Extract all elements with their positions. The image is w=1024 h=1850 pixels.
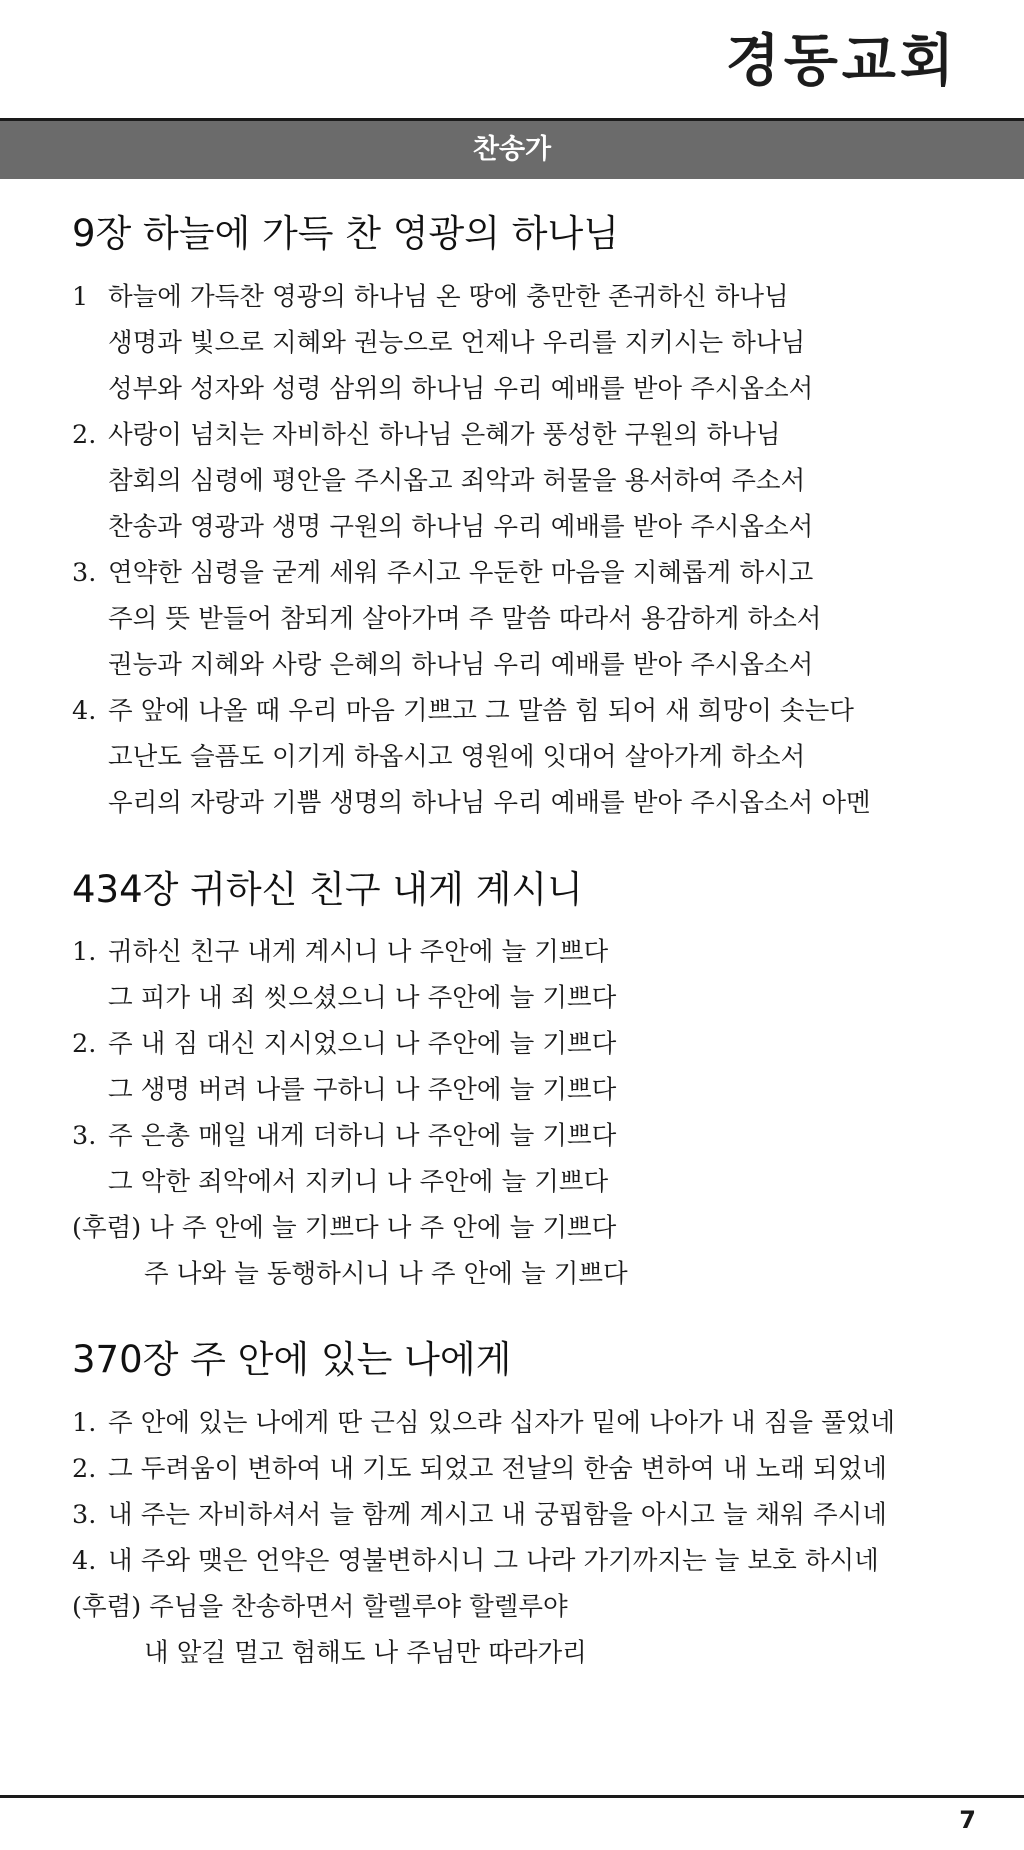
lyric-text: 그 두려움이 변하여 내 기도 되었고 전날의 한숨 변하여 내 노래 되었네 <box>108 1454 887 1484</box>
hymn-370-lyrics <box>72 1400 972 1676</box>
section-title-bar: 찬송가 <box>0 121 1024 179</box>
lyric-text: 그 생명 버려 나를 구하니 나 주안에 늘 기쁘다 <box>108 1075 617 1105</box>
lyric-text: 성부와 성자와 성령 삼위의 하나님 우리 예배를 받아 주시옵소서 <box>108 374 814 404</box>
lyric-line <box>72 929 972 975</box>
refrain-line <box>72 1251 972 1297</box>
verse-number: 4. <box>72 1546 97 1576</box>
lyric-line <box>72 1400 972 1446</box>
lyric-line <box>72 642 972 688</box>
lyric-line <box>72 320 972 366</box>
lyric-text: 참회의 심령에 평안을 주시옵고 죄악과 허물을 용서하여 주소서 <box>108 466 806 496</box>
lyric-text: 내 주는 자비하셔서 늘 함께 계시고 내 궁핍함을 아시고 늘 채워 주시네 <box>108 1500 887 1530</box>
verse-number: 2. <box>72 1029 97 1059</box>
lyric-line <box>72 1538 972 1584</box>
verse-number: 4. <box>72 696 97 726</box>
lyric-text: 주의 뜻 받들어 참되게 살아가며 주 말씀 따라서 용감하게 하소서 <box>108 604 822 634</box>
lyric-line <box>72 1492 972 1538</box>
lyric-text: 생명과 빛으로 지혜와 권능으로 언제나 우리를 지키시는 하나님 <box>108 328 806 358</box>
lyric-text: 주님을 찬송하면서 할렐루야 할렐루야 <box>149 1592 568 1622</box>
hymn-title-9: 9장 하늘에 가득 찬 영광의 하나님 <box>72 212 619 255</box>
lyric-text: 우리의 자랑과 기쁨 생명의 하나님 우리 예배를 받아 주시옵소서 아멘 <box>108 788 871 818</box>
lyric-line <box>72 412 972 458</box>
lyric-line <box>72 1159 972 1205</box>
lyric-line <box>72 596 972 642</box>
lyric-text: 그 피가 내 죄 씻으셨으니 나 주안에 늘 기쁘다 <box>108 983 617 1013</box>
lyric-text: 하늘에 가득찬 영광의 하나님 온 땅에 충만한 존귀하신 하나님 <box>108 282 789 312</box>
refrain-line <box>72 1205 972 1251</box>
hymn-title-434: 434장 귀하신 친구 내게 계시니 <box>72 868 583 911</box>
lyric-text: 고난도 슬픔도 이기게 하옵시고 영원에 잇대어 살아가게 하소서 <box>108 742 806 772</box>
lyric-line <box>72 780 972 826</box>
bottom-divider <box>0 1795 1024 1798</box>
lyric-text: 내 주와 맺은 언약은 영불변하시니 그 나라 가기까지는 늘 보호 하시네 <box>108 1546 879 1576</box>
lyric-line <box>72 1446 972 1492</box>
lyric-line <box>72 734 972 780</box>
verse-number: 3. <box>72 558 97 588</box>
lyric-line <box>72 1067 972 1113</box>
lyric-line <box>72 366 972 412</box>
lyric-text: 귀하신 친구 내게 계시니 나 주안에 늘 기쁘다 <box>108 937 609 967</box>
church-logo: 경동교회 <box>725 29 958 94</box>
lyric-text: 내 앞길 멀고 험해도 나 주님만 따라가리 <box>144 1638 587 1668</box>
lyric-line <box>72 688 972 734</box>
refrain-label: (후렴) <box>72 1592 142 1622</box>
refrain-label: (후렴) <box>72 1213 142 1243</box>
lyric-text: 주 내 짐 대신 지시었으니 나 주안에 늘 기쁘다 <box>108 1029 617 1059</box>
lyric-line <box>72 274 972 320</box>
refrain-line <box>72 1584 972 1630</box>
hymn-title-370: 370장 주 안에 있는 나에게 <box>72 1338 512 1381</box>
lyric-line <box>72 1021 972 1067</box>
hymn-434-lyrics <box>72 929 972 1297</box>
lyric-text: 사랑이 넘치는 자비하신 하나님 은혜가 풍성한 구원의 하나님 <box>108 420 781 450</box>
lyric-line <box>72 458 972 504</box>
verse-number: 1. <box>72 1408 97 1438</box>
lyric-text: 찬송과 영광과 생명 구원의 하나님 우리 예배를 받아 주시옵소서 <box>108 512 814 542</box>
lyric-text: 주 나와 늘 동행하시니 나 주 안에 늘 기쁘다 <box>144 1259 628 1289</box>
hymn-9-lyrics <box>72 274 972 826</box>
lyric-text: 주 앞에 나올 때 우리 마음 기쁘고 그 말씀 힘 되어 새 희망이 솟는다 <box>108 696 854 726</box>
lyric-text: 주 은총 매일 내게 더하니 나 주안에 늘 기쁘다 <box>108 1121 617 1151</box>
verse-number: 2. <box>72 1454 97 1484</box>
page-number: 7 <box>959 1806 976 1834</box>
lyric-text: 그 악한 죄악에서 지키니 나 주안에 늘 기쁘다 <box>108 1167 609 1197</box>
lyric-text: 주 안에 있는 나에게 딴 근심 있으랴 십자가 밑에 나아가 내 짐을 풀었네 <box>108 1408 895 1438</box>
verse-number: 3. <box>72 1121 97 1151</box>
lyric-text: 나 주 안에 늘 기쁘다 나 주 안에 늘 기쁘다 <box>149 1213 617 1243</box>
lyric-line <box>72 975 972 1021</box>
verse-number: 3. <box>72 1500 97 1530</box>
lyric-line <box>72 504 972 550</box>
lyric-text: 연약한 심령을 굳게 세워 주시고 우둔한 마음을 지혜롭게 하시고 <box>108 558 814 588</box>
verse-number: 1. <box>72 937 97 967</box>
verse-number: 1 <box>72 282 89 312</box>
refrain-line <box>72 1630 972 1676</box>
lyric-line <box>72 1113 972 1159</box>
verse-number: 2. <box>72 420 97 450</box>
lyric-line <box>72 550 972 596</box>
lyric-text: 권능과 지혜와 사랑 은혜의 하나님 우리 예배를 받아 주시옵소서 <box>108 650 814 680</box>
